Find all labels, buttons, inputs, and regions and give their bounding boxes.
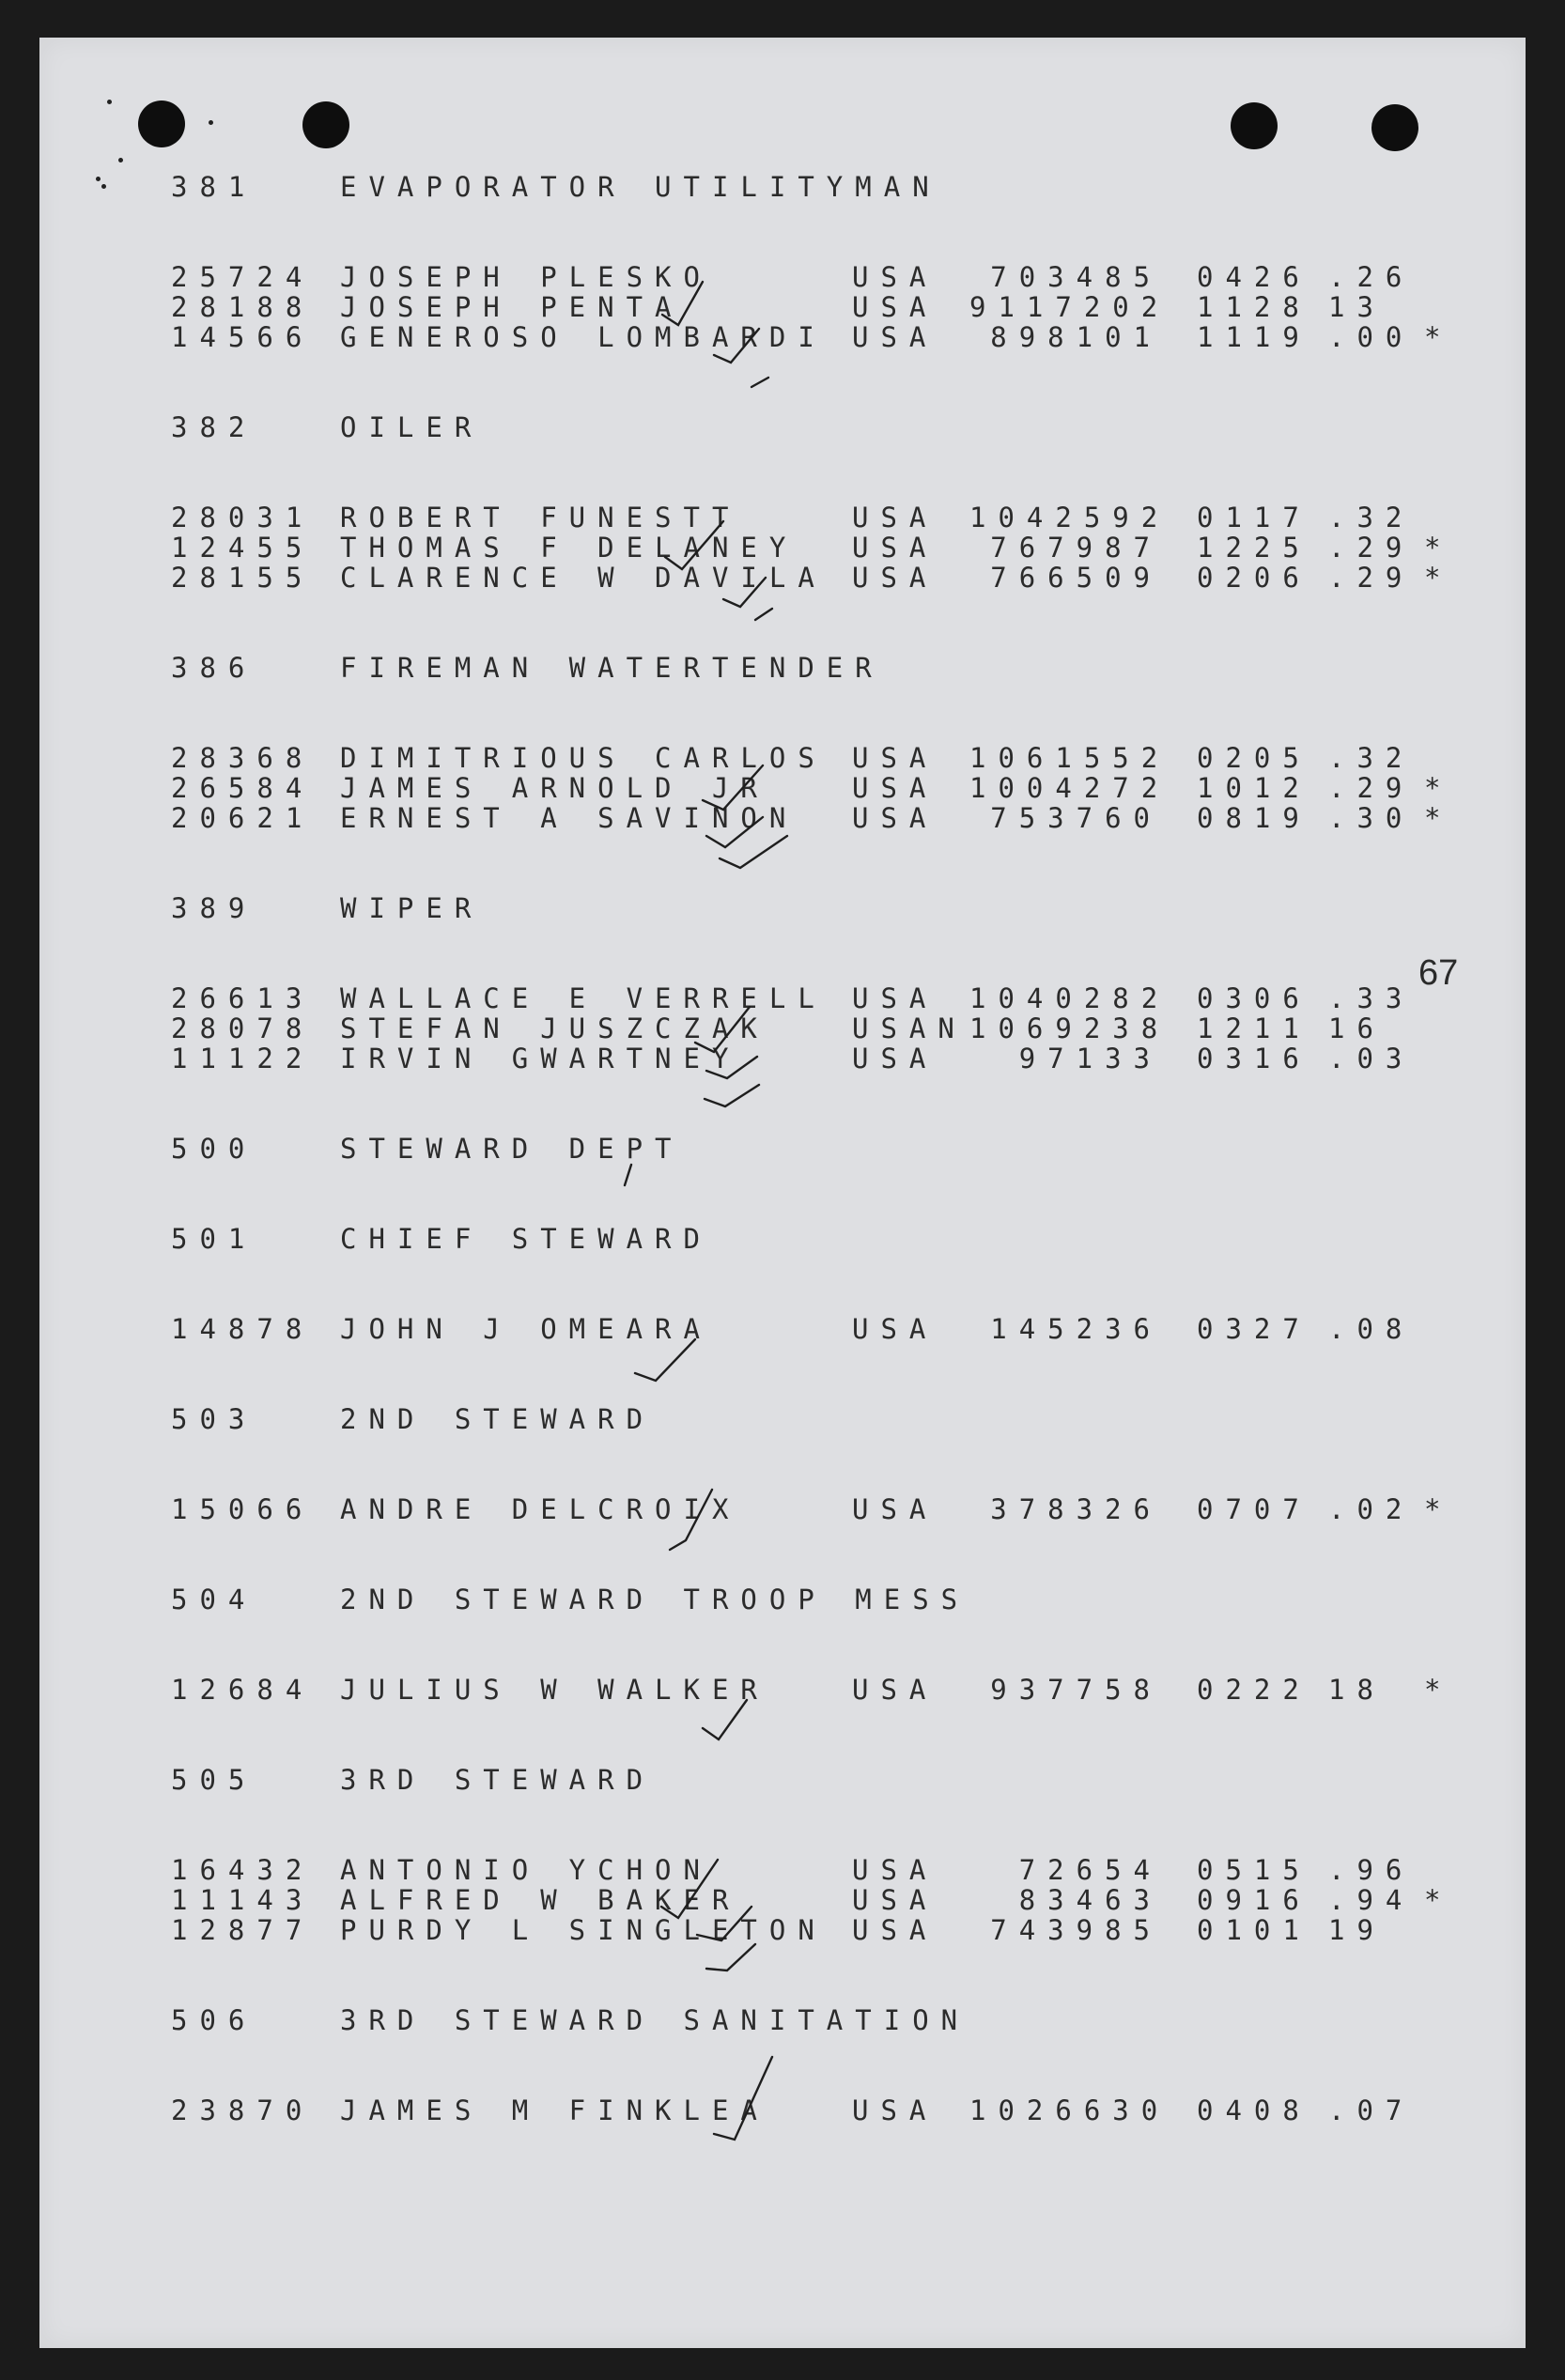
crew-number: 14566 <box>171 321 315 353</box>
asterisk-mark: * <box>1424 532 1453 564</box>
ink-speck <box>118 158 123 162</box>
date-code: 0819 <box>1197 802 1311 834</box>
ink-speck <box>96 177 101 181</box>
crew-name: STEFAN JUSZCZAK <box>340 1012 769 1044</box>
crew-number: 23870 <box>171 2094 315 2126</box>
rate-code: .07 <box>1328 2094 1415 2126</box>
date-code: 0306 <box>1197 982 1311 1014</box>
crew-name: ROBERT FUNESTT <box>340 502 741 533</box>
crew-number: 16432 <box>171 1854 315 1886</box>
section-code: 389 <box>171 892 257 924</box>
citizenship: USA <box>852 982 938 1014</box>
z-number: 1026630 <box>969 2094 1170 2126</box>
date-code: 0916 <box>1197 1884 1311 1916</box>
rate-code: .08 <box>1328 1313 1415 1345</box>
date-code: 0426 <box>1197 261 1311 293</box>
rate-code: .33 <box>1328 982 1415 1014</box>
date-code: 0222 <box>1197 1674 1311 1706</box>
citizenship: USA <box>852 772 938 804</box>
date-code: 0515 <box>1197 1854 1311 1886</box>
asterisk-mark: * <box>1424 802 1453 834</box>
section-title: 3RD STEWARD SANITATION <box>340 2004 970 2036</box>
section-title: CHIEF STEWARD <box>340 1223 712 1255</box>
date-code: 0408 <box>1197 2094 1311 2126</box>
section-title: FIREMAN WATERTENDER <box>340 652 884 684</box>
section-code: 500 <box>171 1133 257 1165</box>
asterisk-mark: * <box>1424 772 1453 804</box>
crew-number: 20621 <box>171 802 315 834</box>
section-code: 381 <box>171 171 257 203</box>
date-code: 1012 <box>1197 772 1311 804</box>
crew-number: 25724 <box>171 261 315 293</box>
citizenship: USA <box>852 1854 938 1886</box>
date-code: 1119 <box>1197 321 1311 353</box>
crew-number: 28368 <box>171 742 315 774</box>
citizenship: USA <box>852 1043 938 1074</box>
document-page <box>39 38 1526 2348</box>
crew-number: 15066 <box>171 1493 315 1525</box>
rate-code: .29 <box>1328 532 1415 564</box>
crew-name: ALFRED W BAKER <box>340 1884 741 1916</box>
date-code: 1128 <box>1197 291 1311 323</box>
date-code: 0205 <box>1197 742 1311 774</box>
crew-name: JAMES M FINKLEA <box>340 2094 769 2126</box>
rate-code: .32 <box>1328 742 1415 774</box>
crew-name: DIMITRIOUS CARLOS <box>340 742 827 774</box>
z-number: 1061552 <box>969 742 1170 774</box>
asterisk-mark: * <box>1424 1884 1453 1916</box>
date-code: 0117 <box>1197 502 1311 533</box>
date-code: 0316 <box>1197 1043 1311 1074</box>
citizenship: USA <box>852 261 938 293</box>
z-number: 743985 <box>990 1914 1162 1946</box>
citizenship: USA <box>852 562 938 594</box>
z-number: 97133 <box>1018 1043 1162 1074</box>
section-code: 386 <box>171 652 257 684</box>
z-number: 145236 <box>990 1313 1162 1345</box>
z-number: 898101 <box>990 321 1162 353</box>
citizenship: USA <box>852 321 938 353</box>
citizenship: USA <box>852 742 938 774</box>
citizenship: USA <box>852 1884 938 1916</box>
crew-name: JOSEPH PENTA <box>340 291 684 323</box>
rate-code: 13 <box>1328 291 1386 323</box>
rate-code: 19 <box>1328 1914 1386 1946</box>
crew-name: JOHN J OMEARA <box>340 1313 712 1345</box>
z-number: 937758 <box>990 1674 1162 1706</box>
citizenship: USA <box>852 2094 938 2126</box>
section-title: EVAPORATOR UTILITYMAN <box>340 171 941 203</box>
crew-number: 11143 <box>171 1884 315 1916</box>
punch-hole <box>1231 102 1278 149</box>
crew-name: GENEROSO LOMBARDI <box>340 321 827 353</box>
crew-name: ANTONIO YCHON <box>340 1854 712 1886</box>
z-number: 378326 <box>990 1493 1162 1525</box>
citizenship: USA <box>852 532 938 564</box>
z-number: 1042592 <box>969 502 1170 533</box>
z-number: 72654 <box>1018 1854 1162 1886</box>
rate-code: .26 <box>1328 261 1415 293</box>
citizenship: USAN <box>852 1012 967 1044</box>
rate-code: .00 <box>1328 321 1415 353</box>
section-title: 2ND STEWARD TROOP MESS <box>340 1584 970 1615</box>
section-title: 3RD STEWARD <box>340 1764 656 1796</box>
date-code: 0707 <box>1197 1493 1311 1525</box>
ink-speck <box>101 184 106 189</box>
z-number: 83463 <box>1018 1884 1162 1916</box>
crew-number: 12455 <box>171 532 315 564</box>
section-code: 382 <box>171 411 257 443</box>
rate-code: .29 <box>1328 772 1415 804</box>
ink-speck <box>209 120 213 125</box>
section-title: OILER <box>340 411 484 443</box>
crew-number: 28188 <box>171 291 315 323</box>
section-title: WIPER <box>340 892 484 924</box>
crew-name: CLARENCE W DAVILA <box>340 562 827 594</box>
citizenship: USA <box>852 1674 938 1706</box>
z-number: 1069238 <box>969 1012 1170 1044</box>
rate-code: .96 <box>1328 1854 1415 1886</box>
z-number: 1004272 <box>969 772 1170 804</box>
section-title: STEWARD DEPT <box>340 1133 684 1165</box>
crew-number: 26613 <box>171 982 315 1014</box>
crew-name: ERNEST A SAVINON <box>340 802 798 834</box>
rate-code: 16 <box>1328 1012 1386 1044</box>
section-code: 503 <box>171 1403 257 1435</box>
page-number: 67 <box>1418 953 1459 993</box>
date-code: 0101 <box>1197 1914 1311 1946</box>
z-number: 767987 <box>990 532 1162 564</box>
rate-code: .32 <box>1328 502 1415 533</box>
rate-code: .29 <box>1328 562 1415 594</box>
section-code: 504 <box>171 1584 257 1615</box>
punch-hole <box>1371 104 1418 151</box>
crew-number: 12877 <box>171 1914 315 1946</box>
asterisk-mark: * <box>1424 321 1453 353</box>
citizenship: USA <box>852 802 938 834</box>
citizenship: USA <box>852 1493 938 1525</box>
punch-hole <box>138 100 185 147</box>
z-number: 9117202 <box>969 291 1170 323</box>
section-title: 2ND STEWARD <box>340 1403 656 1435</box>
crew-name: THOMAS F DELANEY <box>340 532 798 564</box>
rate-code: .94 <box>1328 1884 1415 1916</box>
citizenship: USA <box>852 1914 938 1946</box>
crew-number: 14878 <box>171 1313 315 1345</box>
crew-number: 28031 <box>171 502 315 533</box>
citizenship: USA <box>852 291 938 323</box>
z-number: 1040282 <box>969 982 1170 1014</box>
rate-code: .02 <box>1328 1493 1415 1525</box>
crew-number: 28155 <box>171 562 315 594</box>
z-number: 766509 <box>990 562 1162 594</box>
rate-code: .30 <box>1328 802 1415 834</box>
punch-hole <box>302 101 349 148</box>
section-code: 506 <box>171 2004 257 2036</box>
section-code: 505 <box>171 1764 257 1796</box>
date-code: 1211 <box>1197 1012 1311 1044</box>
crew-name: JOSEPH PLESKO <box>340 261 712 293</box>
rate-code: 18 <box>1328 1674 1386 1706</box>
asterisk-mark: * <box>1424 562 1453 594</box>
asterisk-mark: * <box>1424 1493 1453 1525</box>
crew-number: 28078 <box>171 1012 315 1044</box>
citizenship: USA <box>852 1313 938 1345</box>
z-number: 703485 <box>990 261 1162 293</box>
crew-name: JAMES ARNOLD JR <box>340 772 769 804</box>
crew-number: 12684 <box>171 1674 315 1706</box>
ink-speck <box>107 100 112 104</box>
crew-name: ANDRE DELCROIX <box>340 1493 741 1525</box>
crew-name: IRVIN GWARTNEY <box>340 1043 741 1074</box>
crew-number: 11122 <box>171 1043 315 1074</box>
date-code: 0327 <box>1197 1313 1311 1345</box>
crew-name: WALLACE E VERRELL <box>340 982 827 1014</box>
crew-number: 26584 <box>171 772 315 804</box>
date-code: 1225 <box>1197 532 1311 564</box>
z-number: 753760 <box>990 802 1162 834</box>
date-code: 0206 <box>1197 562 1311 594</box>
section-code: 501 <box>171 1223 257 1255</box>
crew-name: JULIUS W WALKER <box>340 1674 769 1706</box>
asterisk-mark: * <box>1424 1674 1453 1706</box>
citizenship: USA <box>852 502 938 533</box>
crew-name: PURDY L SINGLETON <box>340 1914 827 1946</box>
rate-code: .03 <box>1328 1043 1415 1074</box>
